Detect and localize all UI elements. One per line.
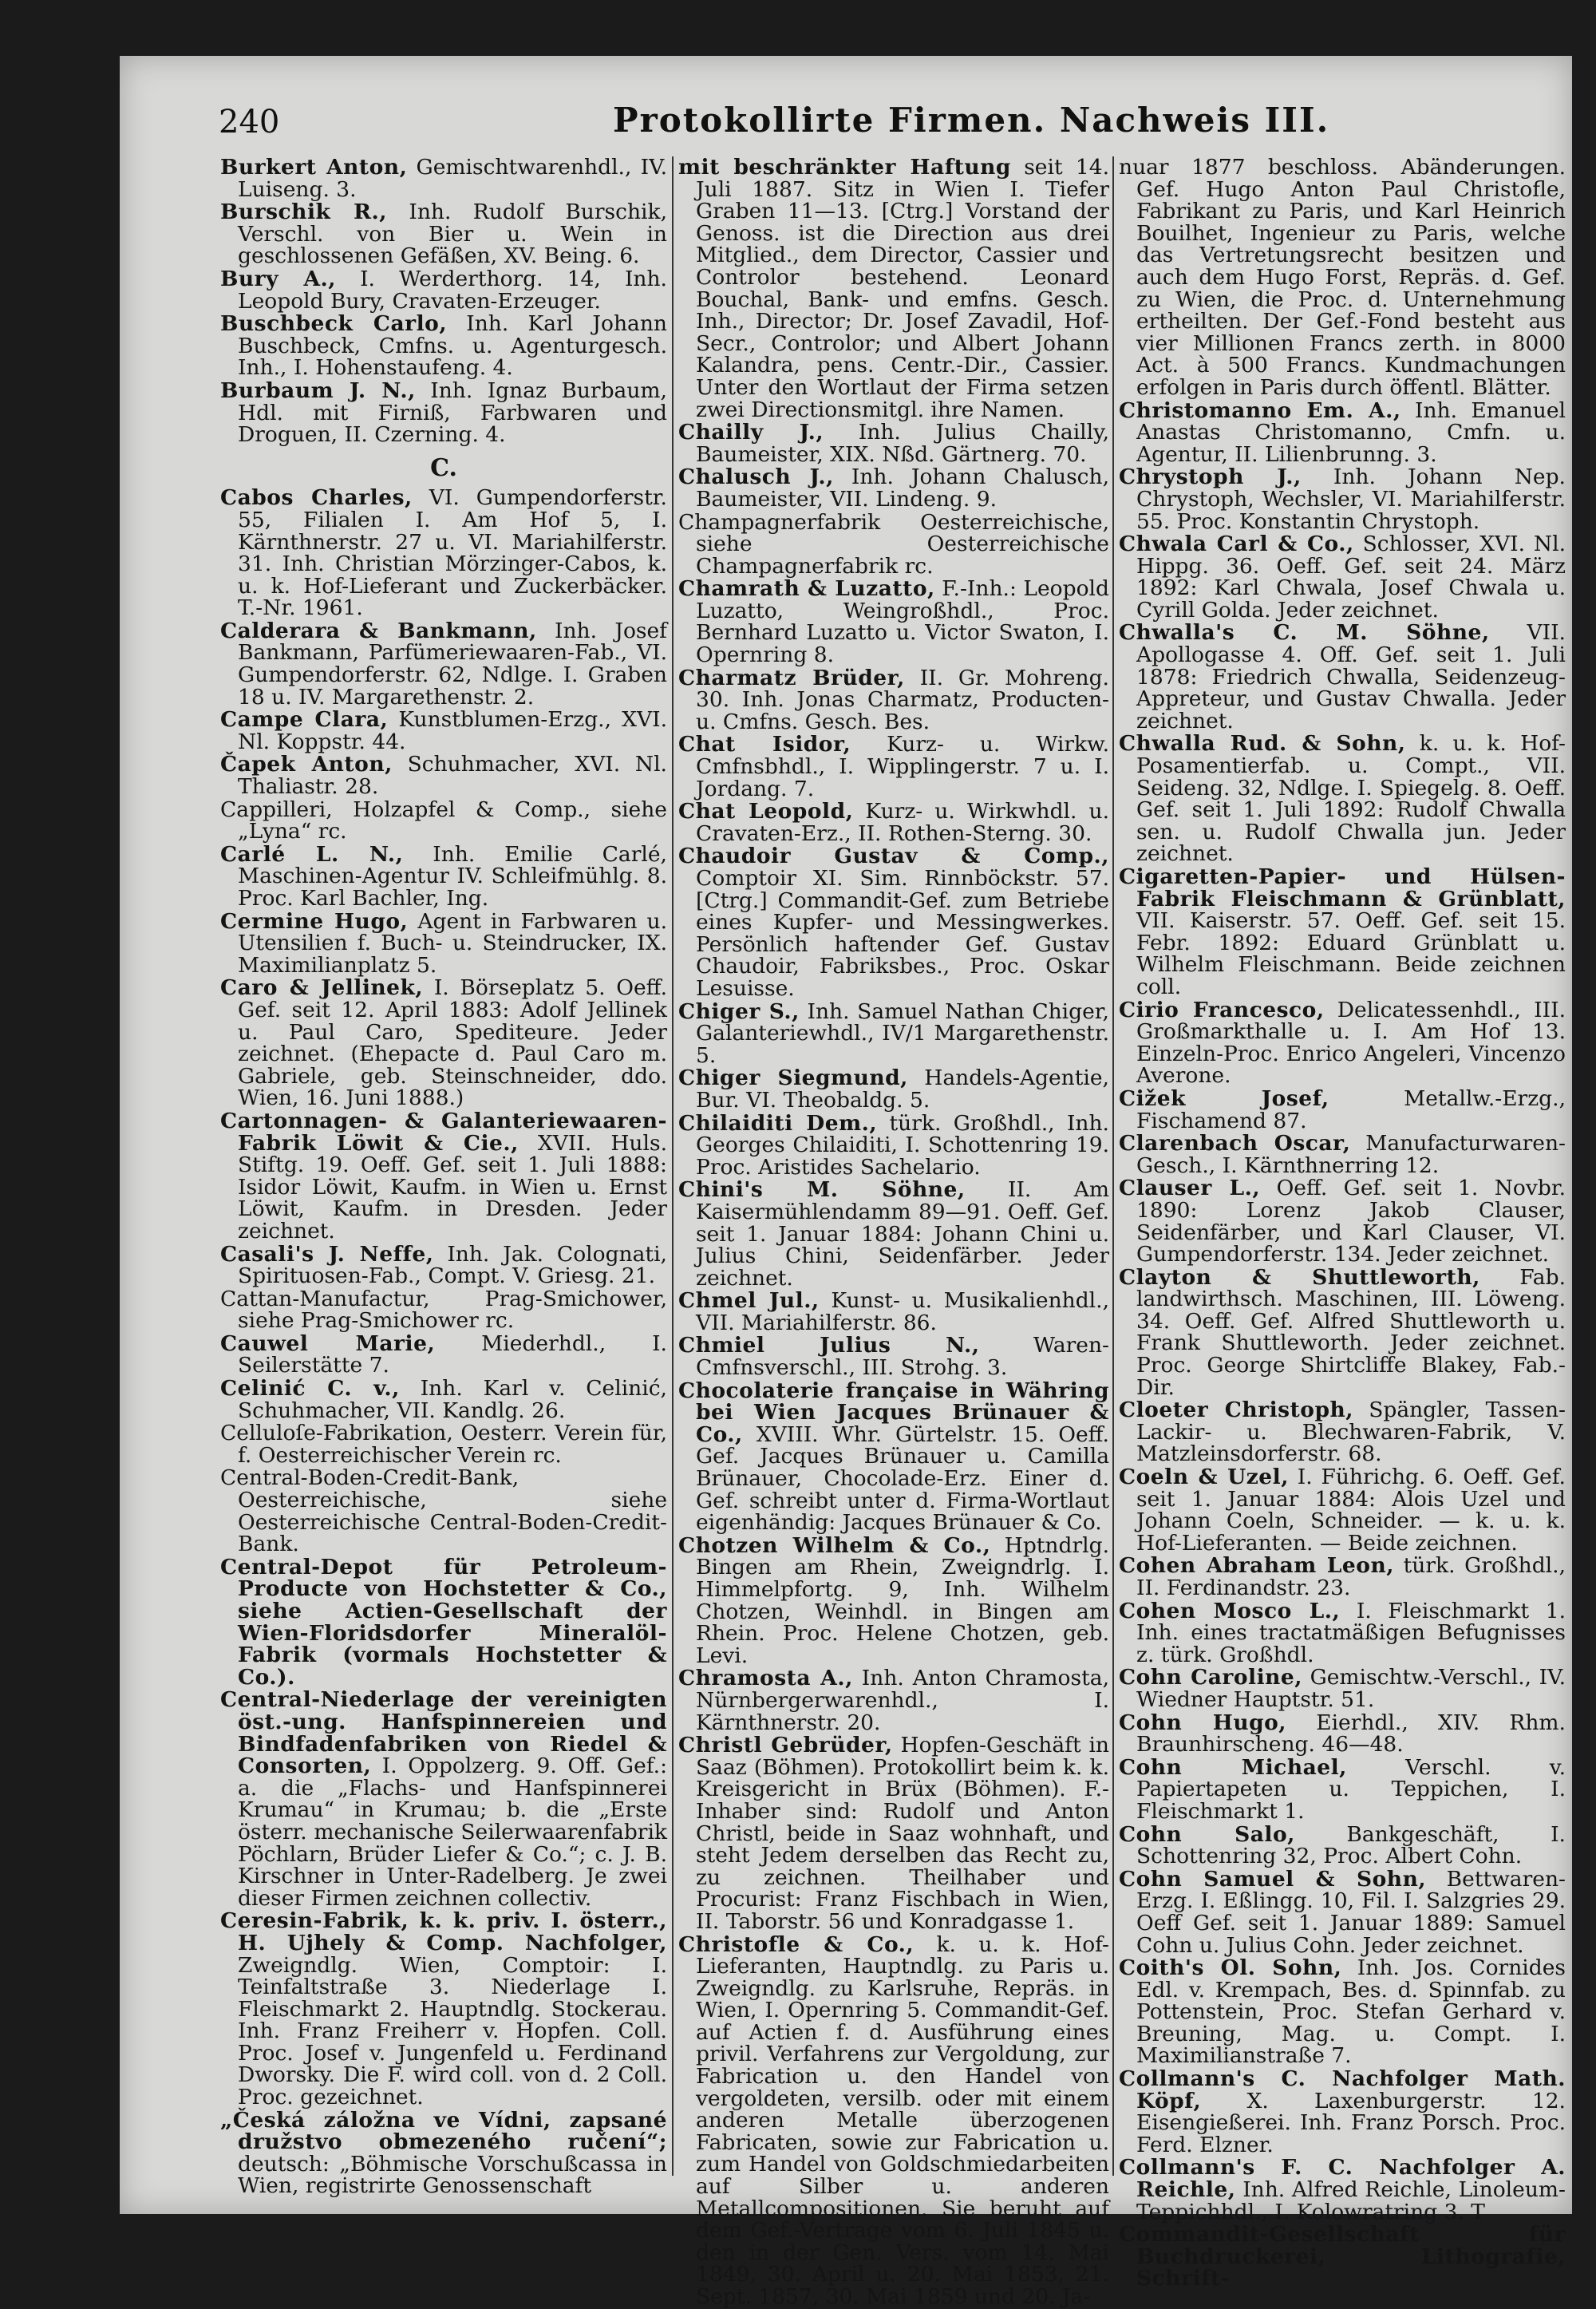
firm-name: Cartonnagen- & Galanteriewaaren-Fabrik Löwit & Cie.,: [220, 1109, 667, 1156]
firm-details: Bettwaren-Erzg. I. Eßlingg. 10, Fil. I. Salzgries 29. Oeff Gef. seit 1. Januar 1889: Samuel Cohn u. Julius Cohn. Jeder zeichnet.: [1136, 1867, 1566, 1958]
firm-name: Central-Niederlage der vereinigten öst.-ung. Hanfspinnereien und Bindfadenfabriken von Riedel & Consorten,: [220, 1687, 667, 1778]
firm-details: I. Fleischmarkt 1. Inh. eines tractatmäßigen Befugnisses z. türk. Großhdl.: [1136, 1599, 1566, 1667]
firm-name: Cohn Michael,: [1119, 1755, 1347, 1780]
firm-details: Inh. Johann Chalusch, Baumeister, VII. Lindeng. 9.: [696, 465, 1109, 512]
directory-entry: [220, 799, 667, 843]
firm-details: Inh. Emanuel Anastas Christomanno, Cmfn. u. Agentur, II. Lilienbrunng. 3.: [1136, 398, 1566, 467]
firm-name: Chotzen Wilhelm & Co.,: [678, 1533, 990, 1558]
directory-entry: [1119, 156, 1566, 399]
directory-entry: [1119, 2157, 1566, 2223]
directory-entry: [220, 620, 667, 708]
firm-details: Cattan-Manufactur, Prag-Smichower, siehe Prag-Smichower rc.: [220, 1287, 667, 1334]
directory-entry: [220, 1110, 667, 1243]
firm-details: Metallw.-Erzg., Fischamend 87.: [1136, 1086, 1566, 1133]
firm-details: Schlosser, XVI. Nl. Hippg. 36. Oeff. Gef. seit 24. März 1892: Karl Chwala, Josef Chwala u. Cyrill Golda. Jeder zeichnet.: [1136, 532, 1566, 623]
directory-entry: [220, 1288, 667, 1332]
firm-name: Clauser L.,: [1119, 1176, 1260, 1200]
firm-details: Inh. Alfred Reichle, Linoleum-Teppichhdl., I. Kolowratring 3. T: [1136, 2177, 1566, 2224]
firm-name: Ceresin-Fabrik, k. k. priv. I. österr., H. Ujhely & Comp. Nachfolger,: [220, 1908, 667, 1955]
firm-details: Celluloſe-Fabrikation, Oesterr. Verein für, f. Oesterreichischer Verein rc.: [220, 1421, 667, 1468]
firm-name: Cižek Josef,: [1119, 1086, 1329, 1111]
column-divider: [672, 156, 674, 2176]
entry-list: [220, 156, 667, 446]
directory-entry: [678, 1067, 1109, 1111]
firm-details: Zweigndlg. Wien, Comptoir: I. Teinfaltstraße 3. Niederlage I. Fleischmarkt 2. Hauptndlg. Stockerau. Inh. Franz Freiherr v. Hopfen. Coll. Proc. Josef v. Jungenfeld u. Ferdinand Dworsky. Die F. wird coll. von d. 2 Coll. Proc. gezeichnet.: [238, 1953, 667, 2110]
directory-entry: [1119, 533, 1566, 621]
directory-entry: [220, 1333, 667, 1377]
directory-entry: [220, 1467, 667, 1555]
firm-details: X. Laxenburgerstr. 12. Eisengießerei. Inh. Franz Porsch. Proc. Ferd. Elzner.: [1136, 2089, 1566, 2157]
firm-details: F.-Inh.: Leopold Luzatto, Weingroßhdl., Proc. Bernhard Luzatto u. Victor Swaton, I. Opernring 8.: [696, 576, 1109, 667]
directory-entry: [678, 466, 1109, 510]
firm-details: Handels-Agentie, Bur. VI. Theobaldg. 5.: [696, 1066, 1109, 1113]
firm-name: Chiger Siegmund,: [678, 1066, 908, 1090]
firm-details: nuar 1877 beschloss. Abänderungen. Gef. Hugo Anton Paul Christofle, Fabrikant zu Paris, und Karl Heinrich Bouilhet, Ingenieur zu Paris, welche das Vertretungsrecht besitzen und auch dem Hugo Forst, Repräs. d. Gef. zu Wien, die Proc. d. Unternehmung ertheilten. Der Gef.-Fond besteht aus vier Millionen Francs zerth. in 8000 Act. à 500 Francs. Kundmachungen erfolgen in Paris durch öffentl. Blätter.: [1119, 155, 1566, 400]
firm-details: Gemischtwarenhdl., IV. Luiseng. 3.: [238, 155, 667, 202]
firm-details: Inh. Anton Chramosta, Nürnbergerwarenhdl., I. Kärnthnerstr. 20.: [696, 1666, 1109, 1734]
firm-name: Cohen Mosco L.,: [1119, 1599, 1340, 1623]
firm-name: Calderara & Bankmann,: [220, 619, 537, 643]
firm-name: Chwalla's C. M. Söhne,: [1119, 620, 1490, 645]
firm-details: XVIII. Whr. Gürtelstr. 15. Oeff. Gef. Jacques Brünauer u. Camilla Brünauer, Chocolade-Erz. Einer d. Gef. schreibt unter d. Firma-Wortlaut eigenhändig: Jacques Brünauer & Co.: [696, 1422, 1109, 1535]
firm-name: Carlé L. N.,: [220, 842, 403, 867]
directory-entry: [220, 380, 667, 446]
column-divider: [1112, 156, 1114, 2176]
firm-name: Christl Gebrüder,: [678, 1733, 893, 1757]
directory-entry: [678, 1334, 1109, 1378]
firm-details: Inh. Julius Chailly, Baumeister, XIX. Nßd. Gärtnerg. 70.: [696, 420, 1109, 467]
firm-name: Clayton & Shuttleworth,: [1119, 1265, 1480, 1290]
firm-name: Cirio Francesco,: [1119, 998, 1325, 1022]
column-left: [220, 156, 667, 2200]
directory-entry: [678, 1380, 1109, 1534]
firm-name: Cloeter Christoph,: [1119, 1398, 1353, 1422]
firm-details: Kunst- u. Musikalienhdl., VII. Mariahilferstr. 86.: [696, 1288, 1109, 1335]
firm-details: II. Gr. Mohreng. 30. Inh. Jonas Charmatz, Producten- u. Cmfns. Gesch. Bes.: [696, 666, 1109, 734]
firm-details: Oeff. Gef. seit 1. Novbr. 1890: Lorenz Jakob Clauser, Seidenfärber, und Karl Clauser, VI. Gumpendorferstr. 134. Jeder zeichnet.: [1136, 1176, 1566, 1267]
directory-entry: [1119, 1555, 1566, 1599]
directory-entry: [1119, 1757, 1566, 1823]
firm-name: Chmel Jul.,: [678, 1288, 820, 1313]
firm-details: Inh. Jak. Colognati, Spirituosen-Fab., Compt. V. Griesg. 21.: [238, 1242, 667, 1289]
firm-name: Chilaiditi Dem.,: [678, 1111, 877, 1136]
firm-name: Cauwel Marie,: [220, 1331, 435, 1356]
firm-name: Chrystoph J.,: [1119, 465, 1302, 489]
section-letter: C.: [220, 457, 667, 480]
directory-entry: [220, 753, 667, 797]
column-middle: [678, 156, 1109, 2200]
firm-details: II. Am Kaisermühlendamm 89—91. Oeff. Gef. seit 1. Januar 1884: Johann Chini u. Julius Chini, Seidenfärber. Jeder zeichnet.: [696, 1177, 1109, 1290]
directory-entry: [1119, 466, 1566, 532]
entry-list: [220, 487, 667, 2197]
firm-details: Hptndrlg. Bingen am Rhein, Zweigndrlg. I. Himmelpfortg. 9, Inh. Wilhelm Chotzen, Weinhdl. in Bingen am Rhein. Proc. Helene Chotzen, geb. Levi.: [696, 1533, 1109, 1668]
firm-details: Comptoir XI. Sim. Rinnböckstr. 57. [Ctrg.] Commandit-Gef. zum Betriebe eines Kupfer- und Messingwerkes. Persönlich haftender Gef. Gustav Chaudoir, Fabriksbes., Proc. Oskar Lesuisse.: [696, 866, 1109, 1001]
firm-details: Central-Boden-Credit-Bank, Oesterreichische, siehe Oesterreichische Central-Boden-Credit-Bank.: [220, 1465, 667, 1556]
directory-entry: [1119, 2224, 1566, 2290]
directory-entry: [1119, 1712, 1566, 1756]
directory-entry: [1119, 400, 1566, 466]
directory-entry: [678, 845, 1109, 999]
firm-name: Chat Leopold,: [678, 799, 853, 824]
firm-details: Bankgeschäft, I. Schottenring 32, Proc. Albert Cohn.: [1136, 1822, 1566, 1869]
firm-name: Bury A.,: [220, 267, 336, 291]
directory-entry: [220, 709, 667, 753]
firm-details: I. Oppolzerg. 9. Off. Gef.: a. die „Flachs- und Hanfspinnerei Krumau“ in Krumau; b. die „Erste österr. mechanische Seilerwaarenfabrik Pöchlarn, Brüder Liefer & Co.“; c. J. B. Kirschner in Unter-Radelberg. Je zwei dieser Firmen zeichnen collectiv.: [238, 1753, 667, 1911]
firm-name: Collmann's C. Nachfolger Math. Köpf,: [1119, 2066, 1566, 2113]
firm-details: Delicatessenhdl., III. Großmarkthalle u. I. Am Hof 13. Einzeln-Proc. Enrico Angeleri, Vincenzo Averone.: [1136, 998, 1566, 1089]
firm-name: Cohen Abraham Leon,: [1119, 1553, 1394, 1578]
directory-entry: [1119, 1600, 1566, 1667]
directory-entry: [1119, 1466, 1566, 1554]
firm-name: Cabos Charles,: [220, 485, 413, 510]
column-right: [1119, 156, 1566, 2200]
directory-entry: [678, 733, 1109, 800]
firm-name: Chalusch J.,: [678, 465, 834, 489]
directory-entry: [678, 512, 1109, 578]
firm-name: Chat Isidor,: [678, 732, 851, 757]
firm-details: Schuhmacher, XVI. Nl. Thaliastr. 28.: [238, 752, 667, 799]
firm-name: Caro & Jellinek,: [220, 975, 423, 1000]
firm-details: Inh. Samuel Nathan Chiger, Galanteriewhdl., IV/1 Margarethenstr. 5.: [696, 999, 1109, 1068]
firm-name: Chiger S.,: [678, 999, 800, 1024]
firm-details: Inh. Ignaz Burbaum, Hdl. mit Firniß, Farbwaren und Droguen, II. Czerning. 4.: [238, 378, 667, 447]
directory-entry: [220, 1378, 667, 1421]
directory-entry: [1119, 1399, 1566, 1465]
firm-name: Cigaretten-Papier- und Hülsen-Fabrik Fleischmann & Grünblatt,: [1119, 864, 1566, 911]
directory-entry: [220, 268, 667, 312]
firm-details: Kunstblumen-Erzg., XVI. Nl. Koppstr. 44.: [238, 707, 667, 754]
firm-name: mit beschränkter Haftung: [678, 155, 1011, 180]
directory-entry: [678, 1734, 1109, 1932]
firm-details: Miederhdl., I. Seilerstätte 7.: [238, 1331, 667, 1378]
firm-details: seit 14. Juli 1887. Sitz in Wien I. Tiefer Graben 11—13. [Ctrg.] Vorstand der Genoss. ist die Direction aus drei Mitglied., dem Director, Cassier und Controlor bestehend. Leonard Bouchal, Bank- und emfns. Gesch. Inh., Director; Dr. Josef Zavadil, Hof-Secr., Controlor; und Albert Johann Kalandra, pens. Centr.-Dir., Cassier. Unter den Wortlaut der Firma setzen zwei Directionsmitgl. ihre Namen.: [696, 155, 1109, 422]
directory-entry: [220, 1556, 667, 1689]
firm-details: türk. Großhdl., II. Ferdinandstr. 23.: [1136, 1553, 1566, 1600]
directory-entry: [220, 1910, 667, 2108]
directory-entry: [1119, 999, 1566, 1087]
firm-details: VII. Kaiserstr. 57. Oeff. Gef. seit 15. Febr. 1892: Eduard Grünblatt u. Wilhelm Fleischmann. Beide zeichnen coll.: [1136, 908, 1566, 999]
directory-entry: [220, 2109, 667, 2197]
firm-details: I. Werderthorg. 14, Inh. Leopold Bury, Cravaten-Erzeuger.: [238, 267, 667, 314]
firm-name: Campe Clara,: [220, 707, 388, 732]
directory-entry: [1119, 622, 1566, 732]
firm-name: Buschbeck Carlo,: [220, 311, 447, 336]
directory-entry: [678, 1001, 1109, 1067]
firm-name: Collmann's F. C. Nachfolger A. Reichle,: [1119, 2155, 1566, 2202]
firm-name: Chailly J.,: [678, 420, 824, 445]
firm-name: Burschik R.,: [220, 200, 387, 224]
directory-entry: [220, 977, 667, 1109]
directory-entry: [220, 1422, 667, 1466]
firm-details: deutsch: „Böhmische Vorschußcassa in Wien, registrirte Genossenschaft: [238, 2152, 667, 2199]
directory-entry: [220, 201, 667, 267]
firm-details: Hopfen-Geschäft in Saaz (Böhmen). Protokollirt beim k. k. Kreisgericht in Brüx (Böhmen). F.-Inhaber sind: Rudolf und Anton Christl, beide in Saaz wohnhaft, und steht Jedem derselben das Recht zu, zu zeichnen. Theilhaber und Procurist: Franz Fischbach in Wien, II. Taborstr. 56 und Konradgasse 1.: [696, 1733, 1109, 1934]
directory-entry: [678, 1113, 1109, 1179]
firm-name: Christomanno Em. A.,: [1119, 398, 1401, 423]
directory-entry: [1119, 1267, 1566, 1399]
directory-entry: [1119, 733, 1566, 865]
firm-details: Eierhdl., XIV. Rhm. Braunhirscheng. 46—48.: [1136, 1710, 1566, 1757]
directory-entry: [678, 667, 1109, 733]
firm-name: Chaudoir Gustav & Comp.,: [678, 844, 1109, 868]
firm-name: Cohn Samuel & Sohn,: [1119, 1867, 1426, 1892]
directory-entry: [1119, 1868, 1566, 1956]
directory-entry: [678, 801, 1109, 844]
directory-entry: [1119, 2068, 1566, 2156]
directory-entry: [678, 1535, 1109, 1667]
firm-details: Inh. Karl v. Celinić, Schuhmacher, VII. Kandlg. 26.: [238, 1376, 667, 1423]
firm-details: k. u. k. Hof-Lieferanten, Hauptndlg. zu Paris u. Zweigndlg. zu Karlsruhe, Repräs. in Wien, I. Opernring 5. Commandit-Gef. auf Actien f. d. Ausführung eines privil. Verfahrens zur Vergoldung, zur Fabrication u. den Handel von vergoldeten, versilb. oder mit einem anderen Metalle überzogenen Fabricaten, sowie zur Fabrication u. zum Handel von Goldschmiedarbeiten auf Silber u. anderen Metallcompositionen. Sie beruht auf dem Gef.-Vertrage vom 6. Juli 1845 u. den in der Gen. Vers. vom 14. Mai 1849, 30. April u. 20. Mai 1853, 21. Sept. 1857, 30. Mai 1859 und 20. Ja-: [696, 1932, 1109, 2309]
firm-details: Inh. Johann Nep. Chrystoph, Wechsler, VI. Mariahilferstr. 55. Proc. Konstantin Chrystoph.: [1136, 465, 1566, 533]
firm-name: Christofle & Co.,: [678, 1932, 914, 1957]
directory-entry: [1119, 1133, 1566, 1176]
firm-details: Kurz- u. Wirkwhdl. u. Cravaten-Erz., II. Rothen-Sterng. 30.: [696, 799, 1109, 846]
directory-entry: [678, 578, 1109, 666]
firm-name: „Česká záložna ve Vídni, zapsané družstvo obmezeného ručení“;: [220, 2108, 667, 2155]
firm-details: Champagnerfabrik Oesterreichische, siehe Oesterreichische Champagnerfabrik rc.: [678, 510, 1109, 579]
page-number: 240: [219, 104, 279, 140]
firm-name: Cohn Salo,: [1119, 1822, 1295, 1847]
firm-details: Spängler, Tassen-Lackir- u. Blechwaren-Fabrik, V. Matzleinsdorferstr. 68.: [1136, 1398, 1566, 1466]
firm-name: Chamrath & Luzatto,: [678, 576, 935, 601]
directory-entry: [220, 1689, 667, 1909]
directory-entry: [1119, 1088, 1566, 1132]
firm-details: VI. Gumpendorferstr. 55, Filialen I. Am Hof 5, I. Kärnthnerstr. 27 u. VI. Mariahilferstr. 31. Inh. Christian Mörzinger-Cabos, k. u. k. Hof-Lieferant und Zuckerbäcker. T.-Nr. 1961.: [238, 485, 667, 620]
firm-name: Commandit-Gesellschaft für Buchdruckerei, Lithografie, Schrift-: [1119, 2222, 1566, 2291]
firm-details: Verschl. v. Papiertapeten u. Teppichen, I. Fleischmarkt 1.: [1136, 1755, 1566, 1824]
directory-entry: [1119, 1177, 1566, 1265]
firm-details: Kurz- u. Wirkw. Cmfnsbhdl., I. Wipplingerstr. 7 u. I. Jordang. 7.: [696, 732, 1109, 801]
firm-details: türk. Großhdl., Inh. Georges Chilaiditi, I. Schottenring 19. Proc. Aristides Sachelario.: [696, 1111, 1109, 1180]
directory-entry: [678, 156, 1109, 421]
firm-details: Agent in Farbwaren u. Utensilien f. Buch- u. Steindrucker, IX. Maximilianplatz 5.: [238, 909, 667, 978]
firm-details: Fab. landwirthsch. Maschinen, III. Löweng. 34. Oeff. Gef. Alfred Shuttleworth u. Frank Shuttleworth. Jeder zeichnet. Proc. George Shirtcliffe Blakey, Fab.-Dir.: [1136, 1265, 1566, 1400]
firm-name: Cohn Caroline,: [1119, 1665, 1302, 1690]
directory-entry: [1119, 866, 1566, 998]
firm-details: XVII. Huls. Stiftg. 19. Oeff. Gef. seit 1. Juli 1888: Isidor Löwit, Kaufm. in Wien u. Ernst Löwit, Kaufm. in Dresden. Jeder zeichnet.: [238, 1131, 667, 1243]
directory-entry: [220, 313, 667, 379]
firm-name: Coeln & Uzel,: [1119, 1465, 1289, 1489]
directory-entry: [220, 156, 667, 200]
firm-name: Chramosta A.,: [678, 1666, 853, 1690]
firm-name: Chwalla Rud. & Sohn,: [1119, 731, 1405, 756]
directory-entry: [678, 421, 1109, 465]
firm-name: Cohn Hugo,: [1119, 1710, 1286, 1735]
directory-entry: [1119, 1824, 1566, 1868]
firm-name: Čapek Anton,: [220, 752, 393, 777]
page-header: [219, 101, 1144, 150]
firm-name: Chmiel Julius N.,: [678, 1333, 979, 1358]
firm-details: Cappilleri, Holzapfel & Comp., siehe „Lyna“ rc.: [220, 797, 667, 844]
directory-entry: [678, 1667, 1109, 1734]
directory-entry: [1119, 1957, 1566, 2067]
firm-name: Clarenbach Oscar,: [1119, 1131, 1350, 1156]
firm-name: Burkert Anton,: [220, 155, 407, 180]
firm-details: Inh. Josef Bankmann, Parfümeriewaaren-Fab., VI. Gumpendorferstr. 62, Ndlge. I. Graben 18 u. IV. Margarethenstr. 2.: [238, 619, 667, 710]
firm-name: Chocolaterie française in Währing bei Wien Jacques Brünauer & Co.,: [678, 1378, 1109, 1447]
directory-entry: [678, 1290, 1109, 1334]
firm-name: Charmatz Brüder,: [678, 666, 905, 690]
firm-name: Casali's J. Neffe,: [220, 1242, 433, 1267]
firm-details: I. Börseplatz 5. Oeff. Gef. seit 12. April 1883: Adolf Jellinek u. Paul Caro, Spediteure. Jeder zeichnet. (Ehepacte d. Paul Caro m. Gabriele, geb. Steinschneider, ddo. Wien, 16. Juni 1888.): [238, 975, 667, 1110]
firm-details: Inh. Jos. Cornides Edl. v. Krempach, Bes. d. Spinnfab. zu Pottenstein, Proc. Stefan Gerhard v. Breuning, Mag. u. Compt. I. Maximilianstraße 7.: [1136, 1955, 1566, 2068]
firm-name: Chini's M. Söhne,: [678, 1177, 966, 1202]
directory-entry: [220, 911, 667, 977]
directory-entry: [220, 844, 667, 910]
firm-name: Cermine Hugo,: [220, 909, 408, 934]
firm-name: Celinić C. v.,: [220, 1376, 400, 1401]
firm-details: Gemischtw.-Verschl., IV. Wiedner Hauptstr. 51.: [1136, 1665, 1566, 1712]
firm-details: k. u. k. Hof-Posamentierfab. u. Compt., VII. Seideng. 32, Ndlge. I. Spiegelg. 8. Oeff. Gef. seit 1. Juli 1892: Rudolf Chwalla sen. u. Rudolf Chwalla jun. Jeder zeichnet.: [1136, 731, 1566, 866]
firm-details: I. Führichg. 6. Oeff. Gef. seit 1. Januar 1884: Alois Uzel und Johann Coeln, Schneider. — k. u. k. Hof-Lieferanten. — Beide zeichnen.: [1136, 1465, 1566, 1556]
firm-name: Chwala Carl & Co.,: [1119, 532, 1354, 556]
firm-details: Inh. Karl Johann Buschbeck, Cmfns. u. Agenturgesch. Inh., I. Hohenstaufeng. 4.: [238, 311, 667, 380]
directory-entry: [1119, 1667, 1566, 1710]
firm-name: Coith's Ol. Sohn,: [1119, 1955, 1341, 1980]
firm-details: Inh. Rudolf Burschik, Verschl. von Bier u. Wein in geschlossenen Gefäßen, XV. Being. 6.: [238, 200, 667, 268]
firm-details: Waren-Cmfnsverschl., III. Strohg. 3.: [696, 1333, 1109, 1380]
running-head-title: Protokollirte Firmen. Nachweis III.: [613, 101, 1329, 140]
firm-details: Manufacturwaren-Gesch., I. Kärnthnerring 12.: [1136, 1131, 1566, 1178]
firm-details: VII. Apollogasse 4. Off. Gef. seit 1. Juli 1878: Friedrich Chwalla, Seidenzeug-Appreteur, und Gustav Chwalla. Jeder zeichnet.: [1136, 620, 1566, 733]
directory-entry: [678, 1934, 1109, 2308]
firm-name: Central-Depot für Petroleum-Producte von Hochstetter & Co., siehe Actien-Gesellschaft der Wien-Floridsdorfer Mineralöl-Fabrik (vormals Hochstetter & Co.).: [220, 1555, 667, 1690]
directory-entry: [678, 1179, 1109, 1289]
firm-details: Inh. Emilie Carlé, Maschinen-Agentur IV. Schleifmühlg. 8. Proc. Karl Bachler, Ing.: [238, 842, 667, 911]
directory-entry: [220, 487, 667, 619]
directory-entry: [220, 1243, 667, 1287]
firm-name: Burbaum J. N.,: [220, 378, 416, 403]
